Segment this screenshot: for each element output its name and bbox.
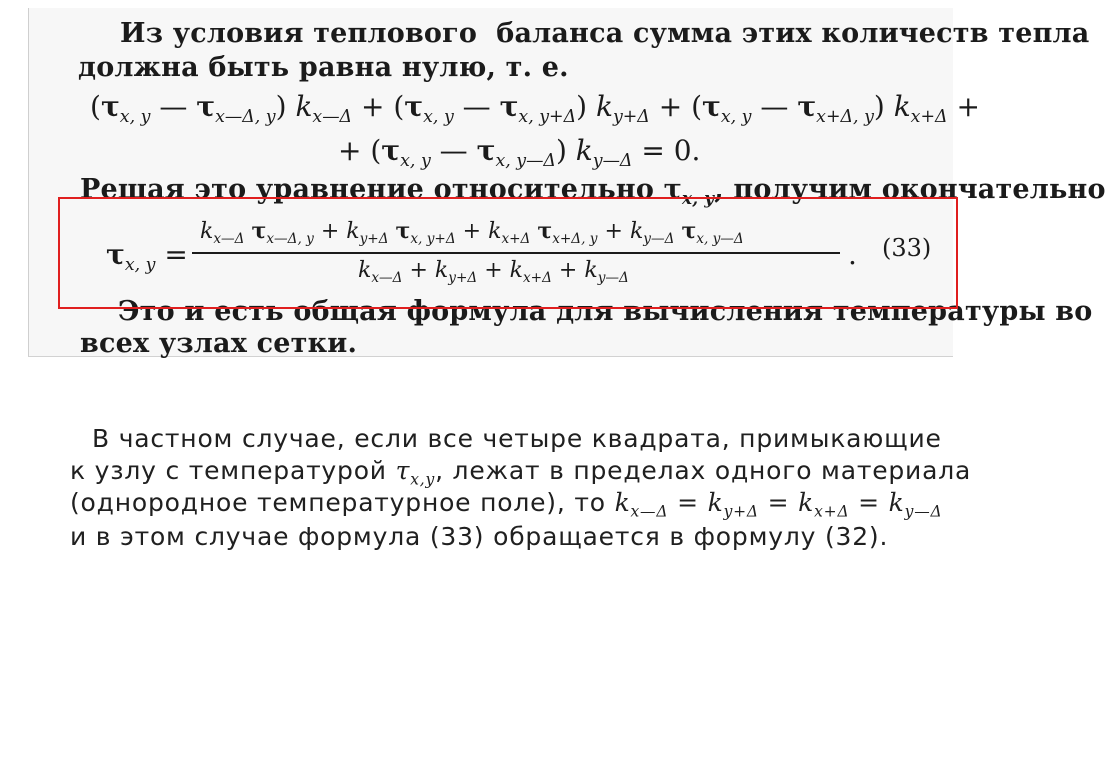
equation-33-lhs: $\tau_{x, y}$ = xyxy=(106,238,188,276)
text-line-1: Из условия теплового баланса сумма этих количеств тепла xyxy=(120,18,1090,49)
paragraph-line-3-math: $k_{x—\Delta} = k_{y+\Delta} = k_{x+\Delta} = k_{y—\Delta}$ xyxy=(614,488,943,521)
text-line-4: Это и есть общая формула для вычисления температуры во xyxy=(118,296,1093,327)
equation-balance-line-2: + ($\tau_{x, y}$ — $\tau_{x, y—\Delta}$) $k_{y—\Delta} = 0$. xyxy=(338,134,701,172)
equation-balance-line-1: ($\tau_{x, y}$ — $\tau_{x—\Delta, y}$) $k_{x—\Delta} + (\tau_{x, y}$ — $\tau_{x, y+\Delta}$) $k_{y+\Delta} + (\tau_{x, y}$ — $\tau_{x+\Delta, y}$) $k_{x+\Delta}$ + xyxy=(90,90,980,128)
paragraph-line-2-math: $\tau_{x,y}$ xyxy=(395,456,436,489)
text-line-3: Решая это уравнение относительно $\tau_{x, y}$, получим окончательно xyxy=(80,174,1106,208)
paragraph-line-3 xyxy=(70,488,943,520)
equation-33-period: . xyxy=(848,238,857,271)
paragraph-line-3-text-a: (однородное температурное поле), то xyxy=(70,488,615,517)
equation-33-numerator: $k_{x—\Delta}$ $\tau_{x—\Delta, y} + k_{y+\Delta}$ $\tau_{x, y+\Delta} + k_{x+\Delta}$ $\tau_{x+\Delta, y} + k_{y—\Delta}$ $\tau_{x, y—\Delta}$ xyxy=(200,218,744,247)
text-line-2: должна быть равна нулю, т. е. xyxy=(78,52,569,83)
paragraph-line-4: и в этом случае формула (33) обращается в формулу (32). xyxy=(70,522,889,551)
equation-33-denominator: $k_{x—\Delta} + k_{y+\Delta} + k_{x+\Delta} + k_{y—\Delta}$ xyxy=(358,258,629,286)
equation-33-label: (33) xyxy=(882,234,932,262)
text-line-5: всех узлах сетки. xyxy=(80,328,358,359)
paragraph-line-2-text-b: , лежат в пределах одного материала xyxy=(435,456,972,485)
paragraph-line-2 xyxy=(70,456,971,488)
paragraph-line-2-text-a: к узлу с температурой xyxy=(70,456,396,485)
highlight-box-formula-33 xyxy=(58,197,958,309)
paragraph-line-1: В частном случае, если все четыре квадрата, примыкающие xyxy=(92,424,942,453)
